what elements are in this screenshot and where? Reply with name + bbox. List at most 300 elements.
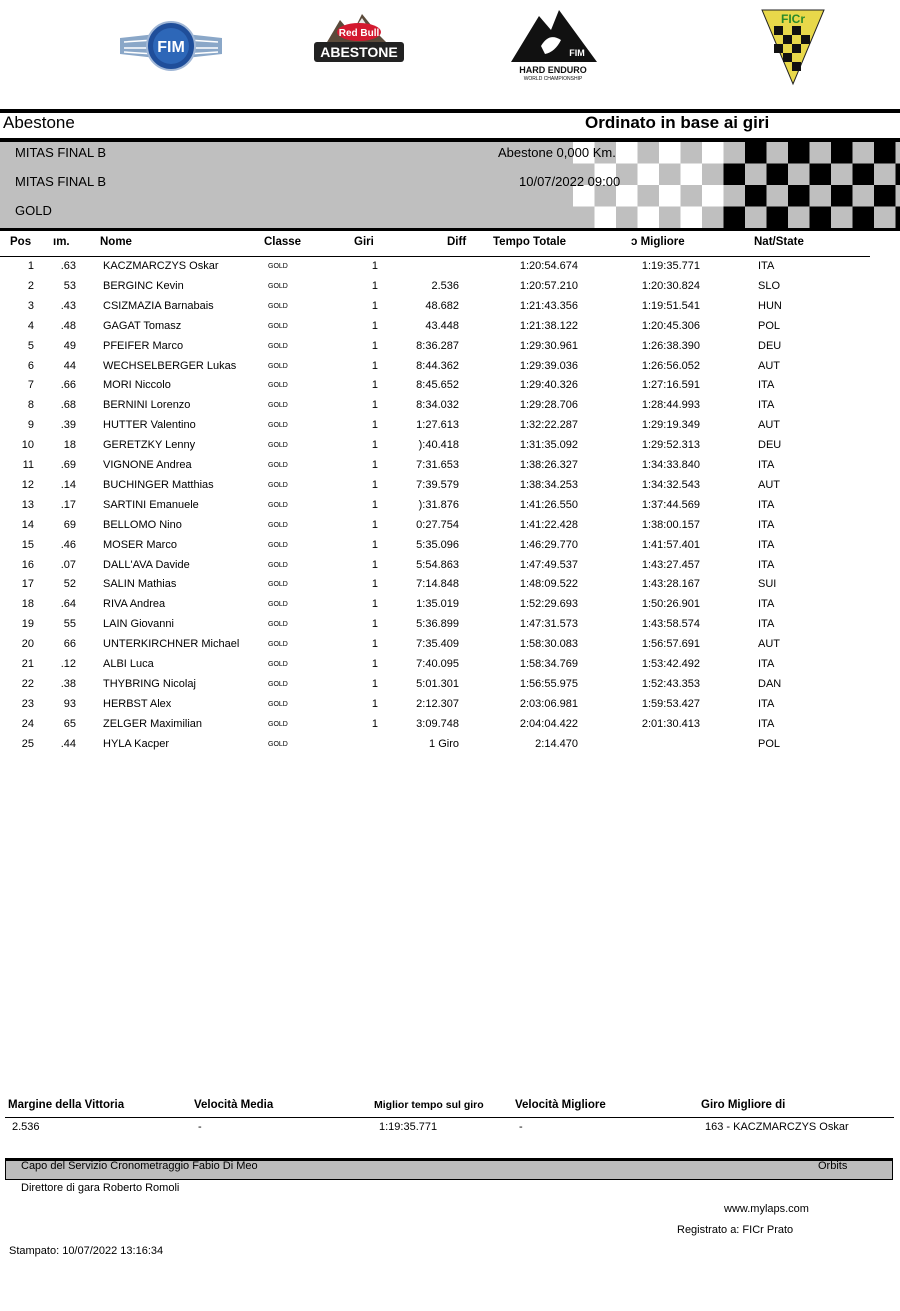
row-best: 1:29:19.349: [641, 419, 700, 432]
svg-text:FIM: FIM: [157, 39, 185, 56]
table-row: [0, 735, 900, 755]
row-num: 93: [63, 697, 76, 710]
row-best: 1:26:56.052: [641, 359, 700, 372]
row-diff: 48.682: [425, 299, 459, 312]
row-pos: 11: [22, 459, 34, 471]
row-total: 1:58:30.083: [519, 638, 578, 651]
row-total: 1:38:26.327: [519, 459, 578, 471]
row-class: GOLD: [268, 362, 288, 370]
col-pos: Pos: [10, 236, 32, 248]
row-num: 66: [63, 638, 76, 651]
row-class: GOLD: [268, 342, 288, 350]
checkered-flag-pattern: [573, 142, 900, 228]
row-name: ZELGER Maximilian: [103, 717, 203, 730]
row-name: CSIZMAZIA Barnabais: [103, 299, 214, 312]
col-diff: Diff: [447, 236, 467, 248]
row-pos: 17: [21, 578, 34, 591]
table-row: [0, 695, 900, 715]
row-total: 1:41:26.550: [519, 498, 578, 511]
row-laps: 1: [371, 399, 378, 412]
row-total: 1:56:55.975: [519, 677, 578, 690]
row-total: 1:58:34.769: [519, 658, 578, 670]
row-nat: ITA: [758, 598, 775, 611]
svg-text:Red Bull: Red Bull: [338, 28, 380, 39]
row-total: 1:41:22.428: [519, 518, 578, 531]
row-name: PFEIFER Marco: [103, 339, 184, 352]
row-name: BUCHINGER Matthias: [103, 478, 214, 491]
checker-square: [831, 142, 853, 164]
checker-square: [896, 207, 900, 229]
row-total: 1:52:29.693: [519, 598, 578, 611]
checker-square: [638, 207, 660, 229]
row-total: 1:20:54.674: [519, 260, 578, 272]
row-num: 18: [63, 439, 76, 452]
row-total: 1:47:31.573: [519, 618, 578, 631]
row-pos: 25: [21, 737, 34, 750]
row-nat: AUT: [758, 359, 780, 372]
row-nat: DEU: [758, 339, 782, 352]
row-diff: 8:45.652: [416, 379, 459, 392]
velocita-migliore-value: -: [519, 1121, 523, 1133]
header-line1-left: MITAS FINAL B: [15, 145, 107, 160]
row-laps: 1: [371, 319, 378, 332]
checker-square: [724, 207, 746, 229]
checker-square: [724, 164, 746, 186]
band-bottom-rule: [0, 228, 900, 231]
row-class: GOLD: [268, 282, 288, 290]
checker-square: [616, 142, 638, 164]
row-nat: POL: [758, 319, 781, 332]
row-name: SARTINI Emanuele: [103, 498, 199, 511]
row-diff: 5:54.863: [416, 558, 459, 571]
row-diff: 1:35.019: [416, 598, 459, 611]
checker-square: [745, 142, 767, 164]
row-nat: ITA: [758, 658, 775, 670]
ficr-logo: [760, 8, 826, 86]
checker-square: [659, 185, 681, 207]
row-best: 1:34:33.840: [641, 459, 700, 471]
row-pos: 23: [21, 697, 34, 710]
row-diff: 5:36.899: [416, 618, 459, 631]
table-row: [0, 516, 900, 536]
svg-text:WORLD CHAMPIONSHIP: WORLD CHAMPIONSHIP: [523, 76, 583, 82]
row-pos: 19: [21, 618, 34, 631]
checker-square: [831, 185, 853, 207]
row-total: 2:04:04.422: [519, 717, 578, 730]
row-laps: 1: [371, 439, 378, 452]
row-best: 1:43:27.457: [641, 558, 700, 571]
row-pos: 6: [27, 359, 34, 372]
row-pos: 24: [21, 717, 34, 730]
row-num: .46: [60, 538, 76, 551]
giro-migliore-label: Giro Migliore di: [701, 1099, 786, 1111]
row-diff: 8:36.287: [416, 339, 459, 352]
row-laps: 1: [371, 299, 378, 312]
miglior-tempo-label: Miglior tempo sul giro: [374, 1099, 484, 1111]
row-num: .39: [60, 419, 76, 432]
checker-square: [896, 164, 900, 186]
hard-enduro-logo: [505, 6, 601, 82]
chief-text: Capo del Servizio Cronometraggio Fabio Di Meo: [21, 1160, 258, 1172]
row-total: 1:38:34.253: [519, 478, 578, 491]
row-class: GOLD: [268, 621, 288, 629]
row-total: 1:20:57.210: [519, 279, 578, 292]
checker-square: [853, 164, 875, 186]
row-name: KACZMARCZYS Oskar: [103, 260, 219, 272]
row-class: GOLD: [268, 302, 288, 310]
footer-rule: [5, 1117, 894, 1118]
row-pos: 4: [27, 319, 34, 332]
row-diff: 7:39.579: [416, 478, 459, 491]
table-row: [0, 556, 900, 576]
checker-square: [681, 207, 703, 229]
row-nat: AUT: [758, 478, 780, 491]
venue-title: Abestone: [3, 113, 75, 132]
row-class: GOLD: [268, 581, 288, 589]
row-nat: SLO: [758, 279, 781, 292]
checker-square: [702, 185, 724, 207]
row-num: 53: [63, 279, 76, 292]
row-name: BELLOMO Nino: [103, 518, 182, 531]
row-num: .38: [60, 677, 76, 690]
table-row: [0, 496, 900, 516]
velocita-media-value: -: [198, 1121, 202, 1133]
col-num: ım.: [53, 236, 70, 248]
row-pos: 8: [27, 399, 34, 412]
row-num: .63: [60, 260, 76, 272]
row-total: 2:03:06.981: [519, 697, 578, 710]
giro-migliore-value: 163 - KACZMARCZYS Oskar: [705, 1121, 849, 1133]
col-nat: Nat/State: [754, 236, 804, 248]
row-nat: ITA: [758, 459, 775, 471]
table-row: [0, 575, 900, 595]
miglior-tempo-value: 1:19:35.771: [379, 1121, 438, 1133]
row-name: VIGNONE Andrea: [103, 459, 192, 471]
table-row: [0, 456, 900, 476]
row-best: 1:29:52.313: [641, 439, 700, 452]
row-laps: 1: [371, 260, 378, 272]
row-diff: 8:34.032: [416, 399, 459, 412]
row-name: LAIN Giovanni: [103, 618, 174, 631]
row-pos: 1: [27, 260, 34, 272]
row-pos: 2: [27, 279, 34, 292]
row-name: ALBI Luca: [103, 658, 154, 670]
col-classe: Classe: [264, 236, 302, 248]
row-total: 1:46:29.770: [519, 538, 578, 551]
row-class: GOLD: [268, 740, 288, 748]
row-laps: 1: [371, 658, 378, 670]
row-num: .64: [60, 598, 76, 611]
table-row: [0, 376, 900, 396]
row-laps: 1: [371, 677, 378, 690]
row-class: GOLD: [268, 422, 288, 430]
row-num: 52: [63, 578, 76, 591]
row-diff: 5:35.096: [416, 538, 459, 551]
row-num: .66: [60, 379, 76, 392]
row-class: GOLD: [268, 661, 288, 668]
table-row: [0, 595, 900, 615]
fim-logo: [118, 20, 224, 72]
checker-square: [745, 185, 767, 207]
row-name: MORI Niccolo: [103, 379, 171, 392]
row-name: HUTTER Valentino: [103, 419, 196, 432]
row-nat: DAN: [758, 677, 782, 690]
table-row: [0, 297, 900, 317]
row-diff: 7:35.409: [416, 638, 459, 651]
row-total: 1:21:43.356: [519, 299, 578, 312]
row-diff: 7:31.653: [416, 459, 459, 471]
svg-text:ABESTONE: ABESTONE: [320, 44, 398, 60]
header-line2-left: MITAS FINAL B: [15, 174, 107, 189]
row-diff: 2.536: [431, 279, 459, 292]
row-laps: 1: [371, 558, 378, 571]
table-row: [0, 615, 900, 635]
table-row: [0, 715, 900, 735]
row-total: 2:14.470: [535, 737, 578, 750]
table-row: [0, 257, 900, 277]
table-row: [0, 655, 900, 675]
table-row: [0, 337, 900, 357]
row-nat: ITA: [758, 558, 775, 571]
row-pos: 12: [21, 478, 34, 491]
row-nat: ITA: [758, 717, 775, 730]
row-name: WECHSELBERGER Lukas: [103, 359, 237, 372]
row-class: GOLD: [268, 700, 288, 708]
row-pos: 21: [21, 658, 34, 670]
row-class: GOLD: [268, 501, 288, 509]
table-row: [0, 476, 900, 496]
checker-square: [853, 207, 875, 229]
row-best: 1:53:42.492: [641, 658, 700, 670]
row-name: THYBRING Nicolaj: [103, 677, 196, 690]
row-total: 1:29:30.961: [519, 339, 578, 352]
checker-square: [638, 164, 660, 186]
checker-square: [767, 164, 789, 186]
row-class: GOLD: [268, 382, 288, 390]
row-nat: ITA: [758, 618, 775, 631]
sort-title: Ordinato in base ai giri: [585, 113, 770, 132]
row-class: GOLD: [268, 641, 288, 649]
table-row: [0, 675, 900, 695]
header-line2-right: 10/07/2022 09:00: [519, 174, 621, 189]
row-diff: 7:40.095: [416, 658, 459, 670]
row-name: GERETZKY Lenny: [103, 439, 196, 452]
col-tempo-totale: Tempo Totale: [493, 236, 567, 248]
row-diff: ):40.418: [418, 439, 459, 452]
director-text: Direttore di gara Roberto Romoli: [21, 1182, 180, 1194]
checker-square: [874, 142, 896, 164]
row-name: RIVA Andrea: [103, 598, 166, 611]
row-laps: 1: [371, 419, 378, 432]
row-laps: 1: [371, 717, 378, 730]
row-nat: AUT: [758, 638, 780, 651]
row-laps: 1: [371, 697, 378, 710]
row-total: 1:29:28.706: [519, 399, 578, 412]
row-diff: 3:09.748: [416, 717, 459, 730]
row-total: 1:47:49.537: [519, 558, 578, 571]
row-name: UNTERKIRCHNER Michael: [103, 638, 240, 651]
row-best: 1:20:45.306: [641, 319, 700, 332]
row-class: GOLD: [268, 263, 288, 270]
row-diff: 7:14.848: [416, 578, 459, 591]
row-pos: 5: [27, 339, 34, 352]
checker-square: [788, 142, 810, 164]
row-class: GOLD: [268, 680, 288, 688]
registered-text: Registrato a: FICr Prato: [677, 1224, 794, 1236]
red-bull-abestone-logo: [310, 6, 408, 74]
website-text: www.mylaps.com: [724, 1203, 809, 1215]
velocita-migliore-label: Velocità Migliore: [515, 1099, 606, 1111]
row-num: .48: [60, 319, 76, 332]
row-nat: HUN: [758, 299, 782, 312]
table-row: [0, 635, 900, 655]
row-best: 1:41:57.401: [641, 538, 700, 551]
row-diff: ):31.876: [418, 498, 459, 511]
checker-square: [788, 185, 810, 207]
row-class: GOLD: [268, 541, 288, 549]
table-row: [0, 416, 900, 436]
row-best: 1:43:28.167: [641, 578, 700, 591]
row-pos: 16: [21, 558, 34, 571]
col-nome: Nome: [100, 236, 132, 248]
row-best: 1:52:43.353: [641, 677, 700, 690]
row-best: 1:19:51.541: [641, 299, 700, 312]
row-total: 1:32:22.287: [519, 419, 578, 432]
checker-square: [874, 185, 896, 207]
row-pos: 7: [27, 379, 34, 392]
table-row: [0, 436, 900, 456]
row-pos: 10: [21, 439, 34, 452]
row-num: 65: [63, 717, 76, 730]
row-class: GOLD: [268, 481, 288, 489]
svg-text:FIM: FIM: [569, 48, 585, 58]
row-class: GOLD: [268, 561, 288, 569]
row-best: 1:56:57.691: [641, 638, 700, 651]
row-pos: 3: [27, 299, 34, 312]
velocita-media-label: Velocità Media: [194, 1099, 274, 1111]
col-migliore: ɔ Migliore: [631, 236, 685, 248]
row-name: GAGAT Tomasz: [103, 319, 182, 332]
table-row: [0, 317, 900, 337]
row-best: 1:43:58.574: [641, 618, 700, 631]
row-best: 1:37:44.569: [641, 498, 700, 511]
checker-square: [702, 142, 724, 164]
row-laps: 1: [371, 638, 378, 651]
checker-square: [595, 207, 617, 229]
row-diff: 43.448: [425, 319, 459, 332]
row-best: 1:38:00.157: [641, 518, 700, 531]
row-class: GOLD: [268, 322, 288, 330]
row-best: 1:20:30.824: [641, 279, 700, 292]
row-class: GOLD: [268, 601, 288, 609]
row-num: .69: [60, 459, 76, 471]
row-num: 44: [63, 359, 76, 372]
row-laps: 1: [371, 339, 378, 352]
row-class: GOLD: [268, 402, 288, 410]
checker-square: [659, 142, 681, 164]
row-class: GOLD: [268, 442, 288, 450]
checker-square: [810, 164, 832, 186]
checker-square: [681, 164, 703, 186]
row-pos: 9: [27, 419, 34, 432]
row-nat: POL: [758, 737, 781, 750]
row-best: 2:01:30.413: [641, 717, 700, 730]
row-nat: ITA: [758, 379, 775, 392]
row-name: BERNINI Lorenzo: [103, 399, 191, 412]
row-num: .43: [60, 299, 76, 312]
row-best: 1:28:44.993: [641, 399, 700, 412]
row-laps: 1: [371, 478, 378, 491]
row-laps: 1: [371, 578, 378, 591]
row-name: HERBST Alex: [103, 697, 172, 710]
checker-square: [767, 207, 789, 229]
row-diff: 5:01.301: [416, 677, 459, 690]
row-class: GOLD: [268, 462, 288, 469]
row-num: .14: [60, 478, 76, 491]
row-pos: 13: [21, 498, 34, 511]
row-pos: 14: [21, 518, 34, 531]
row-diff: 1 Giro: [429, 737, 459, 750]
row-pos: 15: [21, 538, 34, 551]
row-laps: 1: [371, 618, 378, 631]
header-line3-left: GOLD: [15, 203, 52, 218]
row-num: .12: [60, 658, 76, 670]
row-name: DALL'AVA Davide: [103, 558, 190, 571]
row-best: 1:19:35.771: [641, 260, 700, 272]
row-num: .17: [60, 498, 76, 511]
row-nat: ITA: [758, 399, 775, 412]
row-nat: ITA: [758, 697, 775, 710]
row-nat: ITA: [758, 498, 775, 511]
row-nat: DEU: [758, 439, 782, 452]
row-laps: 1: [371, 518, 378, 531]
row-total: 1:29:40.326: [519, 379, 578, 392]
row-diff: 2:12.307: [416, 697, 459, 710]
row-laps: 1: [371, 359, 378, 372]
row-nat: AUT: [758, 419, 780, 432]
printed-text: Stampato: 10/07/2022 13:16:34: [9, 1245, 164, 1257]
row-name: SALIN Mathias: [103, 578, 177, 591]
row-nat: ITA: [758, 260, 775, 272]
row-name: BERGINC Kevin: [103, 279, 184, 292]
margine-label: Margine della Vittoria: [8, 1099, 125, 1111]
row-laps: 1: [371, 598, 378, 611]
row-diff: 8:44.362: [416, 359, 459, 372]
margine-value: 2.536: [12, 1121, 40, 1133]
table-row: [0, 357, 900, 377]
table-row: [0, 396, 900, 416]
orbits-text: Orbits: [818, 1160, 848, 1172]
svg-text:FICr: FICr: [781, 12, 805, 26]
row-diff: 1:27.613: [416, 419, 459, 432]
row-best: 1:34:32.543: [641, 478, 700, 491]
row-total: 1:29:39.036: [519, 359, 578, 372]
checker-square: [810, 207, 832, 229]
table-row: [0, 277, 900, 297]
row-class: GOLD: [268, 720, 288, 728]
row-num: .68: [60, 399, 76, 412]
row-diff: 0:27.754: [416, 518, 459, 531]
row-best: 1:50:26.901: [641, 598, 700, 611]
row-laps: 1: [371, 279, 378, 292]
row-name: HYLA Kacper: [103, 737, 170, 750]
row-laps: 1: [371, 459, 378, 471]
row-num: 55: [63, 618, 76, 631]
row-name: MOSER Marco: [103, 538, 177, 551]
row-best: 1:27:16.591: [641, 379, 700, 392]
row-class: GOLD: [268, 521, 288, 529]
row-pos: 22: [21, 677, 34, 690]
